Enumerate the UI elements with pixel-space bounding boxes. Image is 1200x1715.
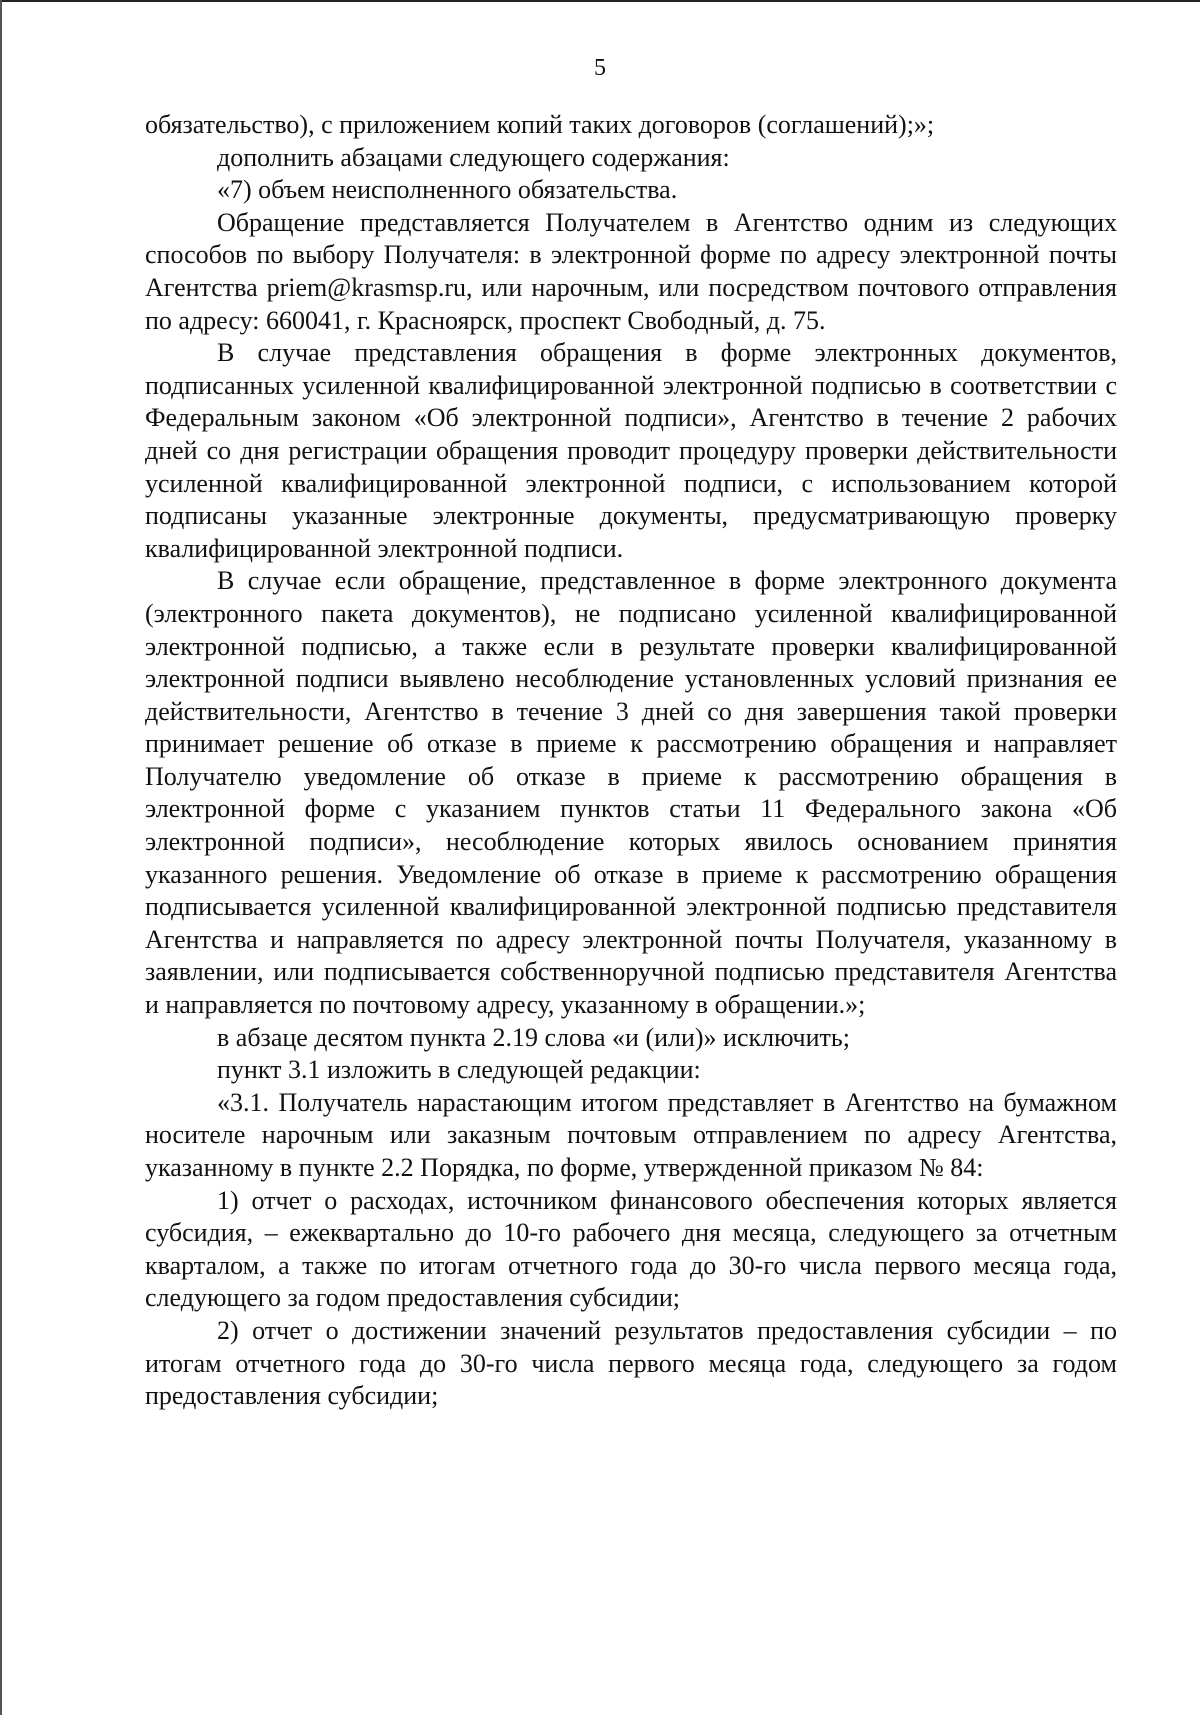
page-number: 5 xyxy=(594,55,606,81)
paragraph-2: дополнить абзацами следующего содержания: xyxy=(217,142,730,172)
paragraph-7: в абзаце десятом пункта 2.19 слова «и (или)» исключить; xyxy=(217,1022,850,1052)
scan-edge-left xyxy=(0,0,2,1715)
document-body xyxy=(145,109,1117,1413)
scan-edge-top xyxy=(0,0,1200,2)
paragraph-10: 1) отчет о расходах, источником финансового обеспечения которых является субсидия, – ежеквартально до 10-го рабочего дня месяца, следующего за отчетным кварталом, а также по итогам отчетного года до 30-го числа первого месяца года, следующего за годом предоставления субсидии; xyxy=(145,1185,1117,1313)
paragraph-4: Обращение представляется Получателем в Агентство одним из следующих способов по выбору Получателя: в электронной форме по адресу электронной почты Агентства priem@krasmsp.ru, или нарочным, или посредством почтового отправления по адресу: 660041, г. Красноярск, проспект Свободный, д. 75. xyxy=(145,207,1117,335)
paragraph-3: «7) объем неисполненного обязательства. xyxy=(217,175,678,205)
paragraph-6: В случае если обращение, представленное в форме электронного документа (электронного пакета документов), не подписано усиленной квалифицированной электронной подписью, а также если в результате проверки квалифицированной электронной подписи выявлено несоблюдение установленных условий признания ее действительности, Агентство в течение 3 дней со дня завершения такой проверки принимает решение об отказе в приеме к рассмотрению обращения и направляет Получателю уведомление об отказе в приеме к рассмотрению обращения в электронной форме с указанием пунктов статьи 11 Федерального закона «Об электронной подписи», несоблюдение которых явилось основанием принятия указанного решения. Уведомление об отказе в приеме к рассмотрению обращения подписывается усиленной квалифицированной электронной подписью представителя Агентства и направляется по адресу электронной почты Получателя, указанному в заявлении, или подписывается собственноручной подписью представителя Агентства и направляется по почтовому адресу, указанному в обращении.»; xyxy=(145,566,1117,1020)
paragraph-1: обязательство), с приложением копий таких договоров (соглашений);»; xyxy=(145,110,935,139)
paragraph-9: «3.1. Получатель нарастающим итогом представляет в Агентство на бумажном носителе нарочным или заказным почтовым отправлением по адресу Агентства, указанному в пункте 2.2 Порядка, по форме, утвержденной приказом № 84: xyxy=(145,1087,1117,1182)
paragraph-8: пункт 3.1 изложить в следующей редакции: xyxy=(217,1055,701,1085)
paragraph-5: В случае представления обращения в форме электронных документов, подписанных усиленной квалифицированной электронной подписью в соответствии с Федеральным законом «Об электронной подписи», Агентство в течение 2 рабочих дней со дня регистрации обращения проводит процедуру проверки действительности усиленной квалифицированной электронной подписи, с использованием которой подписаны указанные электронные документы, предусматривающую проверку квалифицированной электронной подписи. xyxy=(145,338,1117,563)
paragraph-11: 2) отчет о достижении значений результатов предоставления субсидии – по итогам отчетного года до 30-го числа первого месяца года, следующего за годом предоставления субсидии; xyxy=(145,1315,1117,1411)
